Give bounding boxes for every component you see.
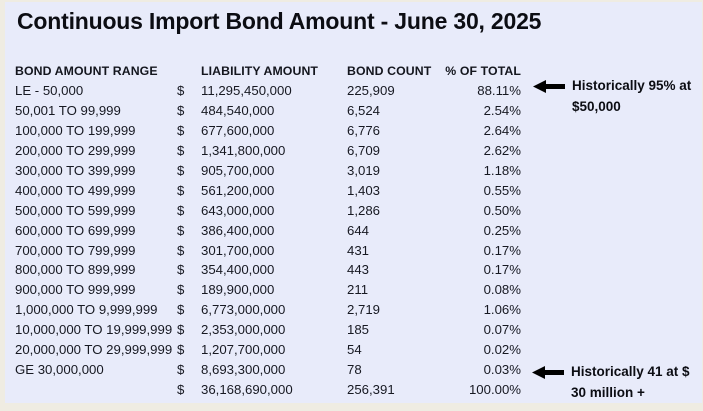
liability-cell: 1,341,800,000 [201, 143, 286, 159]
table-row [15, 161, 521, 181]
table-row [15, 180, 521, 200]
liability-cell: 36,168,690,000 [201, 381, 293, 397]
liability-cell: 677,600,000 [201, 123, 275, 139]
annotation-line-2: $50,000 [572, 98, 621, 114]
pct-cell: 100.00% [468, 381, 521, 397]
count-cell: 256,391 [347, 381, 395, 397]
pct-cell: 88.11% [477, 83, 521, 99]
currency-cell: $ [177, 302, 185, 318]
liability-cell: 11,295,450,000 [201, 83, 292, 99]
count-cell: 6,776 [347, 123, 381, 139]
table-row [15, 81, 521, 101]
currency-cell: $ [177, 182, 185, 198]
count-cell: 211 [347, 282, 369, 298]
table-row [15, 121, 521, 141]
table-row [15, 320, 521, 340]
table-row [15, 240, 521, 260]
range-cell: 700,000 TO 799,999 [15, 242, 136, 258]
range-cell: 200,000 TO 299,999 [15, 143, 136, 159]
liability-cell: 643,000,000 [201, 202, 275, 218]
liability-cell: 189,900,000 [201, 282, 275, 298]
range-cell: 400,000 TO 499,999 [15, 182, 136, 198]
currency-cell: $ [177, 123, 185, 139]
pct-cell: 2.54% [483, 103, 521, 119]
range-cell: 10,000,000 TO 19,999,999 [15, 322, 173, 338]
currency-cell: $ [177, 222, 185, 238]
table-row [15, 101, 521, 121]
pct-cell: 1.18% [483, 163, 521, 178]
liability-cell: 386,400,000 [201, 222, 275, 238]
count-cell: 54 [347, 342, 362, 358]
pct-cell: 0.03% [483, 361, 521, 377]
count-cell: 185 [347, 322, 370, 338]
count-cell: 6,524 [347, 103, 381, 119]
annotation-line-2: 30 million + [571, 384, 645, 400]
liability-cell: 561,200,000 [201, 182, 275, 198]
annotation-text [572, 76, 691, 117]
page-title: Continuous Import Bond Amount - June 30, 2025 [17, 8, 542, 34]
currency-cell: $ [177, 202, 185, 218]
currency-cell: $ [177, 103, 185, 119]
currency-cell: $ [177, 342, 185, 358]
annotation-line-1: Historically 41 at $ [571, 364, 690, 379]
count-cell: 1,286 [347, 202, 381, 218]
table-body [15, 81, 521, 399]
count-cell: 1,403 [347, 182, 381, 198]
annotation-historically-41 [532, 362, 690, 403]
range-cell: 1,000,000 TO 9,999,999 [15, 302, 158, 318]
pct-cell: 2.64% [483, 123, 521, 139]
currency-cell: $ [177, 242, 185, 258]
count-cell: 6,709 [347, 143, 381, 159]
currency-cell: $ [177, 143, 185, 159]
currency-cell: $ [177, 163, 185, 178]
range-cell: 800,000 TO 899,999 [15, 262, 136, 278]
count-cell: 3,019 [347, 163, 381, 178]
table-row [15, 359, 521, 379]
count-cell: 78 [347, 361, 362, 377]
range-cell: 600,000 TO 699,999 [15, 222, 136, 238]
count-cell: 431 [347, 242, 370, 258]
currency-cell: $ [177, 381, 185, 397]
header-bond-amount-range: BOND AMOUNT RANGE [15, 64, 158, 78]
pct-cell: 2.62% [483, 143, 521, 159]
liability-cell: 905,700,000 [201, 163, 275, 178]
range-cell: 20,000,000 TO 29,999,999 [15, 342, 173, 358]
table-row [15, 260, 521, 280]
liability-cell: 8,693,300,000 [201, 361, 286, 377]
pct-cell: 0.55% [483, 182, 521, 198]
liability-cell: 6,773,000,000 [201, 302, 286, 318]
header-liability-amount: LIABILITY AMOUNT [201, 64, 319, 78]
header-pct-of-total: % OF TOTAL [445, 64, 521, 78]
currency-cell: $ [177, 322, 185, 338]
table-row [15, 300, 521, 320]
table-total-row [15, 379, 521, 399]
liability-cell: 484,540,000 [201, 103, 275, 119]
range-cell: GE 30,000,000 [15, 361, 104, 377]
liability-cell: 1,207,700,000 [201, 342, 286, 358]
pct-cell: 1.06% [483, 302, 521, 318]
pct-cell: 0.07% [483, 322, 521, 338]
table-row [15, 220, 521, 240]
table-row [15, 141, 521, 161]
pct-cell: 0.17% [483, 242, 521, 258]
annotation-text [571, 362, 690, 403]
count-cell: 2,719 [347, 302, 381, 318]
count-cell: 443 [347, 262, 370, 278]
range-cell: 500,000 TO 599,999 [15, 202, 136, 218]
range-cell: LE - 50,000 [15, 83, 84, 99]
range-cell: 900,000 TO 999,999 [15, 282, 136, 298]
count-cell: 644 [347, 222, 370, 238]
pct-cell: 0.08% [483, 282, 521, 298]
range-cell: 100,000 TO 199,999 [15, 123, 136, 139]
pct-cell: 0.25% [483, 222, 521, 238]
range-cell: 50,001 TO 99,999 [15, 103, 121, 119]
liability-cell: 354,400,000 [201, 262, 275, 278]
liability-cell: 301,700,000 [201, 242, 275, 258]
left-arrow-icon [532, 366, 564, 384]
table-row [15, 200, 521, 220]
currency-cell: $ [177, 361, 185, 377]
currency-cell: $ [177, 83, 185, 99]
left-arrow-icon [533, 80, 565, 98]
pct-cell: 0.02% [483, 342, 521, 358]
pct-cell: 0.50% [483, 202, 521, 218]
slide-panel [5, 2, 702, 403]
range-cell: 300,000 TO 399,999 [15, 163, 136, 178]
currency-cell: $ [177, 282, 185, 298]
liability-cell: 2,353,000,000 [201, 322, 286, 338]
annotation-line-1: Historically 95% at [572, 78, 692, 93]
pct-cell: 0.17% [483, 262, 521, 278]
bond-amount-table [15, 61, 521, 399]
count-cell: 225,909 [347, 83, 395, 99]
table-row [15, 340, 521, 360]
annotation-historically-95 [533, 76, 691, 117]
table-row [15, 280, 521, 300]
table-header-row [15, 61, 521, 81]
currency-cell: $ [177, 262, 185, 278]
header-bond-count: BOND COUNT [347, 64, 432, 78]
